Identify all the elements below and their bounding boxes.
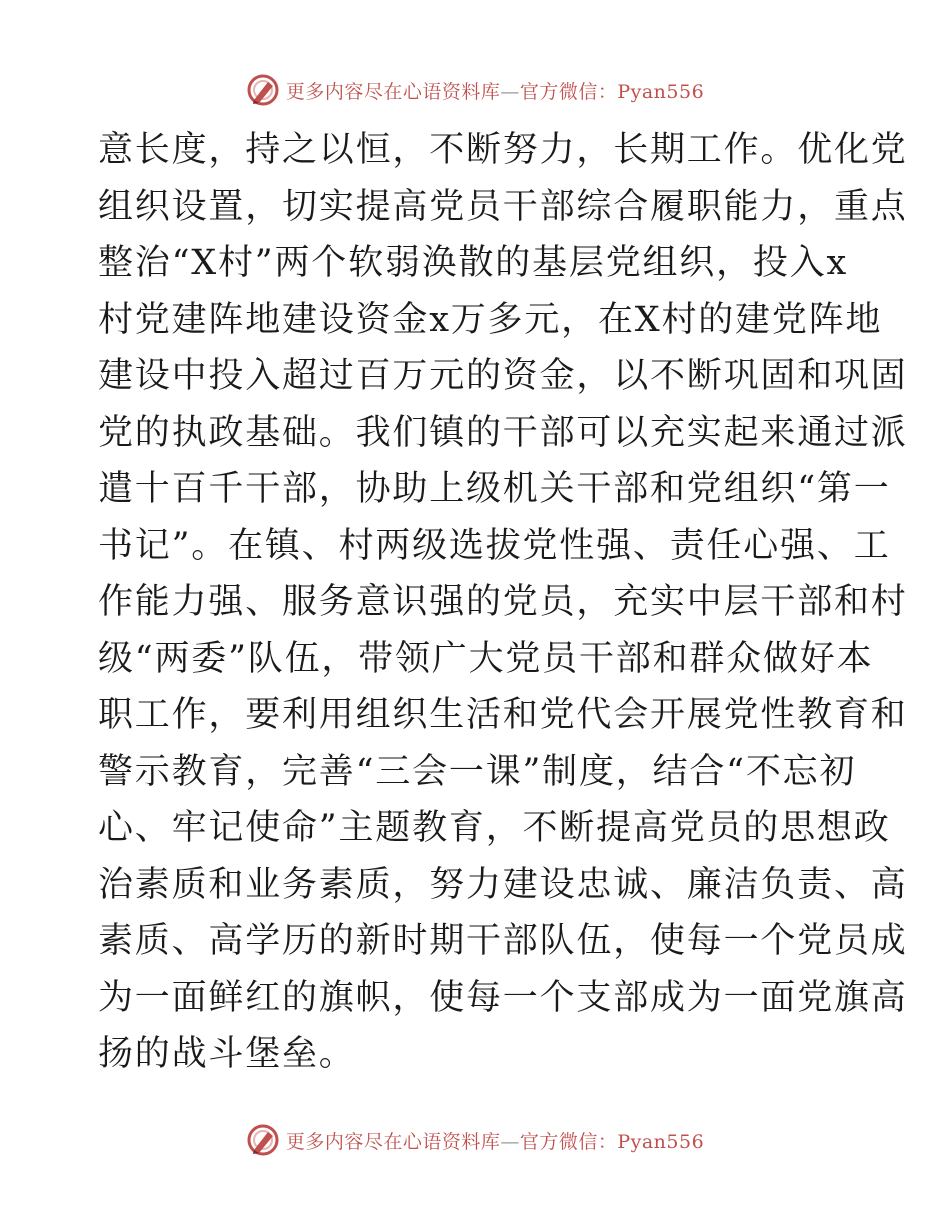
footer-banner-text (286, 1127, 704, 1154)
header-watermark (0, 70, 950, 110)
body-line: 心、牢记使命”主题教育，不断提高党员的思想政 (98, 808, 891, 848)
body-line: 警示教育，完善“三会一课”制度，结合“不忘初 (98, 751, 857, 792)
body-line: 遣十百千干部，协助上级机关干部和党组织“第一 (98, 469, 891, 509)
body-line: 作能力强、服务意识强的党员，充实中层干部和村 (98, 582, 908, 622)
body-line: 级“两委”队伍，带领广大党员干部和群众做好本 (98, 638, 874, 679)
body-line: 书记”。在镇、村两级选拔党性强、责任心强、工 (98, 525, 891, 566)
footer-contact: 官方微信：Pyan556 (519, 1130, 705, 1153)
header-contact: 官方微信：Pyan556 (519, 80, 705, 103)
body-line: 为一面鲜红的旗帜，使每一个支部成为一面党旗高 (98, 977, 908, 1018)
header-banner-text (286, 77, 704, 104)
pen-logo-icon (246, 73, 280, 107)
body-paragraph (98, 122, 908, 1083)
body-line: 组织设置，切实提高党员干部综合履职能力，重点 (98, 186, 908, 227)
body-line: 建设中投入超过百万元的资金，以不断巩固和巩固 (98, 356, 908, 396)
body-line: 村党建阵地建设资金x万多元，在X村的建党阵地 (98, 299, 883, 340)
body-line: 职工作，要利用组织生活和党代会开展党性教育和 (98, 695, 908, 735)
footer-watermark (0, 1120, 950, 1160)
body-line: 整治“X村”两个软弱涣散的基层党组织，投入x (98, 243, 849, 283)
body-line: 素质、高学历的新时期干部队伍，使每一个党员成 (98, 921, 908, 961)
header-separator: — (500, 80, 520, 103)
footer-brand: 更多内容尽在心语资料库 (285, 1130, 501, 1153)
body-line: 治素质和业务素质，努力建设忠诚、廉洁负责、高 (98, 864, 908, 905)
header-brand: 更多内容尽在心语资料库 (285, 80, 501, 103)
body-line: 党的执政基础。我们镇的干部可以充实起来通过派 (98, 412, 908, 453)
pen-logo-icon (246, 1123, 280, 1157)
body-line: 意长度，持之以恒，不断努力，长期工作。优化党 (98, 130, 908, 170)
body-line: 扬的战斗堡垒。 (98, 1034, 356, 1074)
footer-separator: — (500, 1130, 520, 1153)
